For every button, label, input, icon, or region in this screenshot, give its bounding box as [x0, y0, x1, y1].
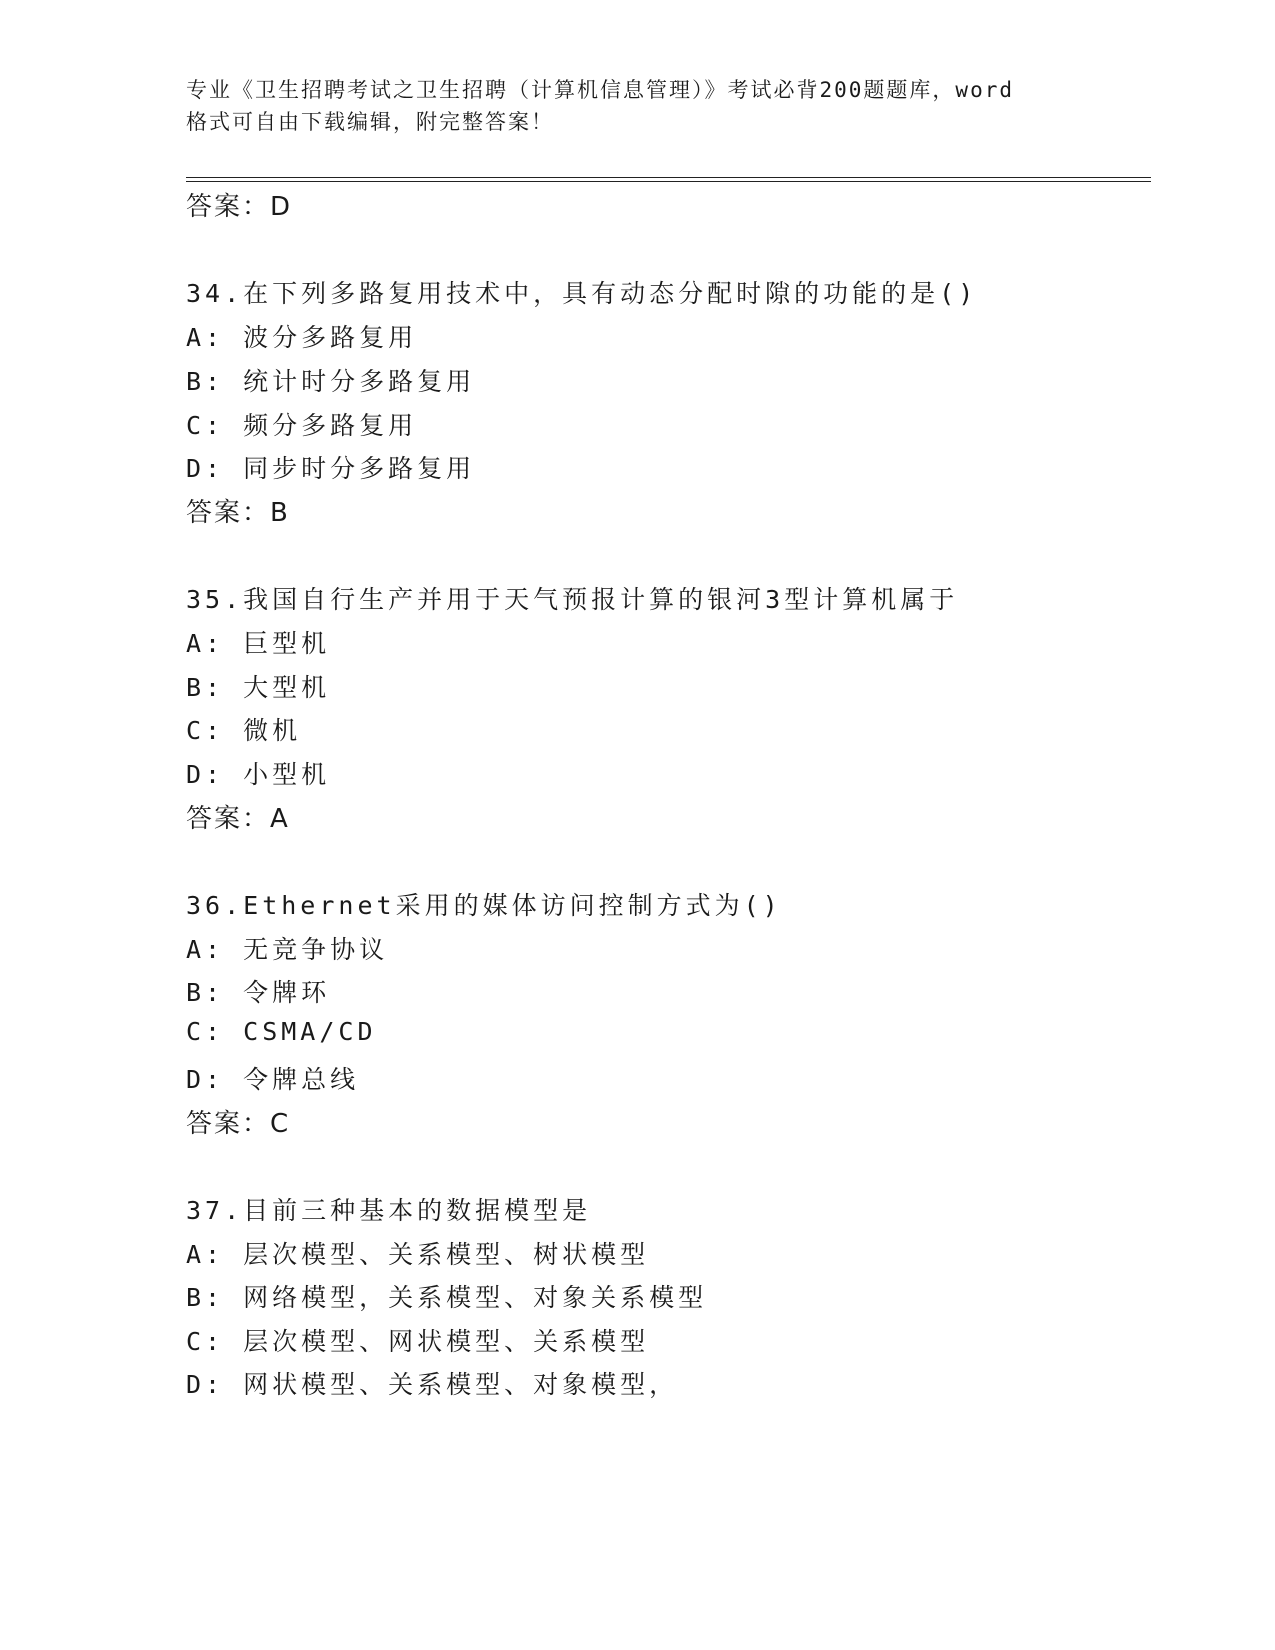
- question-34: 34.在下列多路复用技术中，具有动态分配时隙的功能的是(): [186, 279, 978, 308]
- question-37: 37.目前三种基本的数据模型是: [186, 1196, 592, 1225]
- option-37-a: A: 层次模型、关系模型、树状模型: [186, 1240, 650, 1269]
- option-37-b: B: 网络模型，关系模型、对象关系模型: [186, 1283, 708, 1312]
- header-line-2: 格式可自由下载编辑，附完整答案！: [186, 110, 554, 134]
- option-36-b: B: 令牌环: [186, 978, 331, 1007]
- answer-35: 答案：A: [186, 804, 290, 834]
- option-35-b: B: 大型机: [186, 673, 331, 702]
- option-36-d: D: 令牌总线: [186, 1065, 360, 1094]
- option-34-c: C: 频分多路复用: [186, 411, 418, 440]
- option-35-a: A: 巨型机: [186, 629, 331, 658]
- answer-33: 答案：D: [186, 192, 293, 222]
- option-37-c: C: 层次模型、网状模型、关系模型: [186, 1327, 650, 1356]
- option-36-a: A: 无竞争协议: [186, 935, 389, 964]
- option-35-d: D: 小型机: [186, 760, 331, 789]
- header-divider-double: [186, 181, 1151, 182]
- option-37-d: D: 网状模型、关系模型、对象模型，: [186, 1370, 679, 1399]
- document-header: [186, 74, 1086, 138]
- question-36: 36.Ethernet采用的媒体访问控制方式为(): [186, 891, 782, 920]
- header-line-1: 专业《卫生招聘考试之卫生招聘（计算机信息管理）》考试必背200题题库，word: [186, 78, 1014, 102]
- option-34-a: A: 波分多路复用: [186, 323, 418, 352]
- option-35-c: C: 微机: [186, 716, 302, 745]
- question-35: 35.我国自行生产并用于天气预报计算的银河3型计算机属于: [186, 585, 959, 614]
- header-divider: [186, 177, 1151, 178]
- answer-34: 答案：B: [186, 498, 290, 528]
- option-34-d: D: 同步时分多路复用: [186, 454, 476, 483]
- option-34-b: B: 统计时分多路复用: [186, 367, 476, 396]
- answer-36: 答案：C: [186, 1109, 291, 1139]
- option-36-c: C: CSMA/CD: [186, 1017, 377, 1046]
